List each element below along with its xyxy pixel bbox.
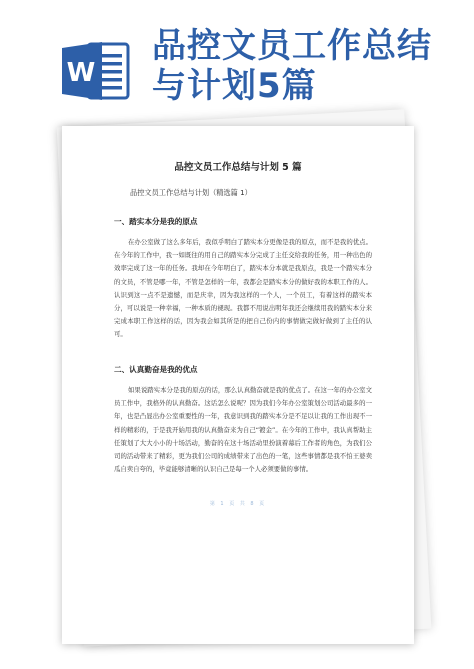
logo-letter: W [66,58,96,88]
document-page [62,126,414,644]
banner-title-line-2: 与计划5篇 [152,66,317,106]
document-title: 品控文员工作总结与计划 5 篇 [174,162,302,173]
section-1-paragraph: 在办公室做了这么多年后，我似乎明白了踏实本分更像是我的原点，而不是我的优点。在今年的工作中，我一如既往的用自己的踏实本分完成了主任交给我的任务，用一种出色的效率完成了这一年的任务。我却在今年明白了，踏实本分本就是我原点，我是一个踏实本分的文员，不管是哪一年，不管是怎样的一年，我都会是踏实本分的做好我的本职工作的人。认识到这一点不是遗憾，而是庆幸，因为我这样的一个人，一个员工，有着这样的踏实本分，可以说是一种幸福，一种本质的褪现。我都不用说出明年我还会继续用我的踏实本分来完成本职工作这样的话，因为我会如其所是的把自己份内的事情做完做好做到了主任的认可。 [114,238,372,339]
document-subtitle: 品控文员工作总结与计划（精选篇 1） [130,188,252,197]
page-indicator: 第 1 页 共 8 页 [209,501,267,507]
section-2-paragraph: 如果说踏实本分是我的原点的话，那么认真勤奋就是我的优点了。在这一年的办公室文员工作中，我格外的认真勤奋。这话怎么说呢？因为我们今年办公室策划公司活动最多的一年，也是凸显出办公室重要性的一年，我意识到我的踏实本分是不足以让我的工作出现不一样的精彩的，于是我开始用我的认真勤奋来为自己“镀金”。在今年的工作中，我认真帮助主任策划了大大小小的十场活动，勤奋的在这十场活动里扮演着幕后工作者的角色，为我们公司的活动带来了精彩，更为我们公司的成绩带来了出色的一笔，这些事情都是我不怕王婆卖瓜自卖自夸的，毕竟能够清晰的认识自己是每一个人必须要做的事情。 [114,386,372,474]
word-document-icon [62,40,130,102]
document-banner [0,0,474,120]
section-2-heading: 二、认真勤奋是我的优点 [114,365,198,374]
section-1-heading: 一、踏实本分是我的原点 [114,217,198,226]
banner-title-line-1: 品控文员工作总结 [152,26,432,66]
banner-title [152,26,462,106]
